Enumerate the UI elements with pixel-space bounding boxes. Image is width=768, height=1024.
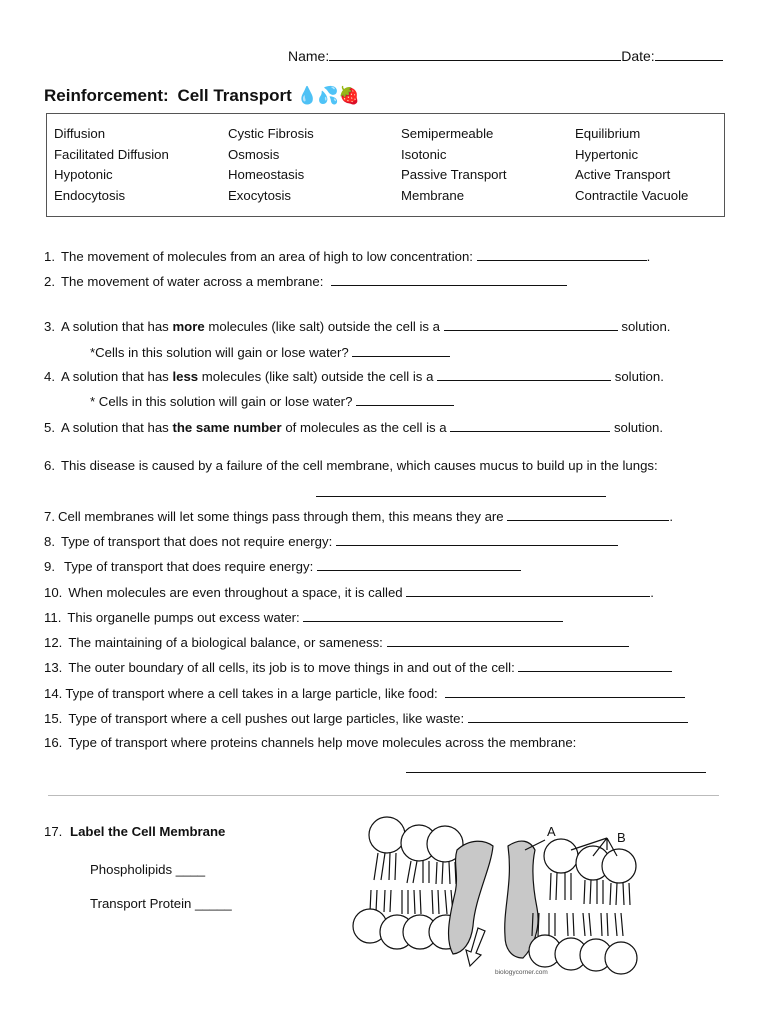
question-number: 8. bbox=[44, 534, 55, 549]
answer-blank-4[interactable] bbox=[437, 368, 611, 381]
question-text: A solution that has bbox=[61, 319, 169, 334]
title-emoji: 💧💦🍓 bbox=[296, 86, 360, 105]
answer-blank-11[interactable] bbox=[303, 609, 563, 622]
answer-blank-13[interactable] bbox=[518, 659, 672, 672]
question-7 bbox=[44, 508, 673, 524]
question-text: Cell membranes will let some things pass through them, this means they are bbox=[58, 509, 504, 524]
word-bank-term: Active Transport bbox=[575, 167, 671, 182]
word-bank-term: Cystic Fibrosis bbox=[228, 126, 314, 141]
question-number: 6. bbox=[44, 458, 55, 473]
word-bank-term: Semipermeable bbox=[401, 126, 494, 141]
word-bank-term: Passive Transport bbox=[401, 167, 507, 182]
word-bank-column-3 bbox=[401, 124, 507, 206]
question-3-sub bbox=[90, 344, 450, 360]
question-emphasis: less bbox=[172, 369, 199, 384]
name-field[interactable] bbox=[329, 48, 621, 61]
question-end: . bbox=[650, 585, 654, 600]
label-heading bbox=[44, 824, 225, 839]
answer-blank-16[interactable] bbox=[406, 760, 706, 773]
question-text: A solution that has bbox=[61, 420, 169, 435]
word-bank-column-1 bbox=[54, 124, 169, 206]
question-text: A solution that has bbox=[61, 369, 169, 384]
question-emphasis: more bbox=[172, 319, 205, 334]
date-label: Date: bbox=[621, 48, 655, 64]
question-text: The movement of water across a membrane: bbox=[61, 274, 324, 289]
diagram-label-a: A bbox=[547, 824, 556, 839]
word-bank-term: Homeostasis bbox=[228, 167, 305, 182]
title-prefix: Reinforcement bbox=[44, 86, 164, 105]
question-number: 17. bbox=[44, 824, 63, 839]
phospholipid-head bbox=[602, 849, 636, 883]
word-bank-term: Facilitated Diffusion bbox=[54, 146, 169, 162]
question-5 bbox=[44, 419, 663, 435]
word-bank-term: Hypotonic bbox=[54, 167, 113, 182]
question-text: The movement of molecules from an area of high to low concentration: bbox=[61, 249, 473, 264]
question-text: Type of transport that does not require energy: bbox=[61, 534, 333, 549]
question-text: * Cells in this solution will gain or lose water? bbox=[90, 394, 353, 409]
question-4-sub bbox=[90, 393, 454, 409]
question-text: Type of transport where a cell pushes out large particles, like waste: bbox=[68, 711, 465, 726]
answer-blank-5[interactable] bbox=[450, 419, 610, 432]
question-text: This organelle pumps out excess water: bbox=[67, 610, 300, 625]
question-text: Type of transport where proteins channels help move molecules across the membrane: bbox=[68, 735, 577, 750]
question-number: 15. bbox=[44, 711, 63, 726]
answer-blank-15[interactable] bbox=[468, 710, 688, 723]
question-end: solution. bbox=[621, 319, 671, 334]
answer-blank-2[interactable] bbox=[331, 273, 567, 286]
question-number: 16. bbox=[44, 735, 63, 750]
word-bank-term: Diffusion bbox=[54, 126, 106, 141]
question-15 bbox=[44, 710, 688, 726]
question-text: molecules (like salt) outside the cell is a bbox=[198, 369, 434, 384]
word-bank bbox=[46, 113, 725, 217]
diagram-label-b: B bbox=[617, 830, 626, 845]
question-number: 12. bbox=[44, 635, 63, 650]
question-8 bbox=[44, 533, 618, 549]
diagram-credit: biologycorner.com bbox=[495, 969, 548, 976]
label-heading-text: Label the Cell Membrane bbox=[70, 824, 226, 839]
question-number: 13. bbox=[44, 660, 63, 675]
date-field[interactable] bbox=[655, 48, 723, 61]
answer-blank-9[interactable] bbox=[317, 558, 521, 571]
section-divider bbox=[48, 795, 719, 796]
word-bank-term: Exocytosis bbox=[228, 187, 292, 203]
answer-blank-8[interactable] bbox=[336, 533, 618, 546]
question-end: solution. bbox=[613, 420, 664, 435]
question-6 bbox=[44, 458, 658, 473]
question-number: 11. bbox=[44, 610, 62, 625]
answer-blank-3-sub[interactable] bbox=[352, 344, 450, 357]
answer-blank-7[interactable] bbox=[507, 508, 669, 521]
answer-blank-6[interactable] bbox=[316, 484, 606, 497]
question-number: 2. bbox=[44, 274, 55, 289]
question-end: . bbox=[646, 249, 651, 264]
answer-blank-1[interactable] bbox=[477, 248, 647, 261]
title-colon: : bbox=[163, 86, 169, 105]
word-bank-term: Equilibrium bbox=[575, 126, 641, 141]
word-bank-column-2 bbox=[228, 124, 314, 206]
page-title bbox=[44, 86, 360, 106]
question-text: *Cells in this solution will gain or lose water? bbox=[90, 345, 349, 360]
question-end: solution. bbox=[614, 369, 664, 384]
word-bank-term: Hypertonic bbox=[575, 146, 639, 162]
answer-blank-10[interactable] bbox=[406, 584, 650, 597]
question-end: . bbox=[669, 509, 673, 524]
question-number: 14. bbox=[44, 686, 63, 701]
question-number: 10. bbox=[44, 585, 63, 600]
question-2 bbox=[44, 273, 567, 289]
word-bank-term: Contractile Vacuole bbox=[575, 187, 689, 203]
question-12 bbox=[44, 634, 629, 650]
question-text: The outer boundary of all cells, its job is to move things in and out of the cell: bbox=[68, 660, 515, 675]
question-number: 1. bbox=[44, 249, 55, 264]
word-bank-term: Osmosis bbox=[228, 146, 280, 162]
cell-membrane-diagram bbox=[345, 808, 645, 988]
transport-protein bbox=[449, 841, 493, 954]
question-text: The maintaining of a biological balance, or sameness: bbox=[68, 635, 383, 650]
word-bank-column-4 bbox=[575, 124, 688, 206]
title-main: Cell Transport bbox=[177, 86, 292, 105]
question-number: 7. bbox=[44, 509, 55, 524]
question-text: of molecules as the cell is a bbox=[285, 420, 447, 435]
question-16 bbox=[44, 735, 576, 750]
question-number: 9. bbox=[44, 559, 55, 574]
question-11 bbox=[44, 609, 563, 625]
question-4 bbox=[44, 368, 664, 384]
phospholipid-head bbox=[605, 942, 637, 974]
label-item-phospholipids[interactable]: Phospholipids ____ bbox=[90, 862, 206, 877]
question-3 bbox=[44, 318, 670, 334]
answer-blank-4-sub[interactable] bbox=[356, 393, 454, 406]
question-text: Type of transport that does require energy: bbox=[64, 559, 314, 574]
phospholipid-head bbox=[369, 817, 405, 853]
phospholipid-head bbox=[544, 839, 578, 873]
answer-blank-14[interactable] bbox=[445, 685, 685, 698]
question-10 bbox=[44, 584, 654, 600]
answer-blank-3[interactable] bbox=[444, 318, 618, 331]
question-text: molecules (like salt) outside the cell is a bbox=[208, 319, 440, 334]
question-13 bbox=[44, 659, 672, 675]
word-bank-term: Membrane bbox=[401, 187, 465, 203]
name-date-line bbox=[288, 48, 723, 64]
question-number: 5. bbox=[44, 420, 55, 435]
question-emphasis: the same number bbox=[172, 420, 282, 435]
question-14 bbox=[44, 685, 685, 701]
question-number: 4. bbox=[44, 369, 55, 384]
question-text: This disease is caused by a failure of the cell membrane, which causes mucus to build up in the lungs: bbox=[61, 458, 658, 473]
word-bank-term: Endocytosis bbox=[54, 187, 126, 203]
question-text: Type of transport where a cell takes in a large particle, like food: bbox=[65, 686, 438, 701]
question-9 bbox=[44, 558, 521, 574]
word-bank-term: Isotonic bbox=[401, 146, 447, 162]
name-label: Name: bbox=[288, 48, 330, 64]
answer-blank-12[interactable] bbox=[387, 634, 629, 647]
question-text: When molecules are even throughout a space, it is called bbox=[68, 585, 403, 600]
label-item-transport-protein[interactable]: Transport Protein _____ bbox=[90, 896, 232, 911]
question-number: 3. bbox=[44, 319, 55, 334]
question-1 bbox=[44, 248, 650, 264]
phospholipid-tails bbox=[370, 853, 456, 914]
